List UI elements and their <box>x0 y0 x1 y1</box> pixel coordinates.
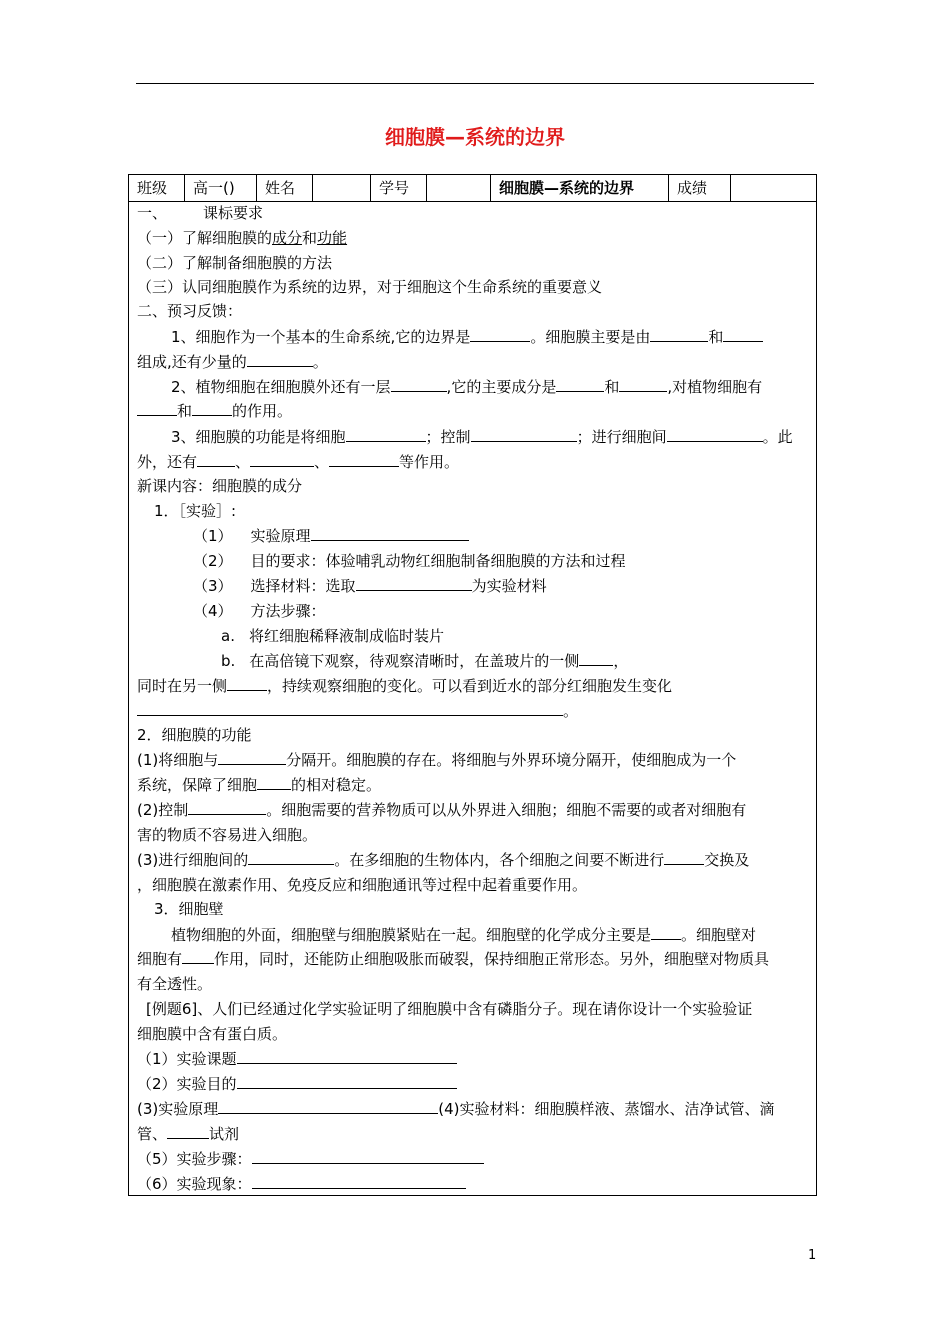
function-3-line-2: ，细胞膜在激素作用、免疫反应和细胞通讯等过程中起着重要作用。 <box>137 876 588 894</box>
question-2-line-2: 和 的作用。 <box>137 399 292 423</box>
blank[interactable] <box>650 325 708 342</box>
blank[interactable] <box>723 325 763 342</box>
page-number: 1 <box>808 1248 817 1263</box>
example-line-1: [例题6]、人们已经通过化学实验证明了细胞膜中含有磷脂分子。现在请你设计一个实验验证 <box>146 1000 753 1018</box>
requirement-3: （三）认同细胞膜作为系统的边界，对于细胞这个生命系统的重要意义 <box>137 278 603 296</box>
cell-wall-line-3: 有全透性。 <box>137 975 213 993</box>
section-1-heading: 一、 课标要求 <box>137 204 264 222</box>
experiment-item-1: （1） 实验原理 <box>193 524 469 548</box>
example-line-2: 细胞膜中含有蛋白质。 <box>137 1025 288 1043</box>
step-b-answer-line: 。 <box>137 699 578 723</box>
blank[interactable] <box>664 848 704 865</box>
blank[interactable] <box>197 450 235 467</box>
experiment-item-3: （3） 选择材料：选取 为实验材料 <box>193 574 547 598</box>
blank[interactable] <box>579 649 613 666</box>
function-1-line-1: (1)将细胞与 分隔开。细胞膜的存在。将细胞与外界环境分隔开，使细胞成为一个 <box>137 748 736 772</box>
experiment-purpose: （2）实验目的 <box>137 1072 457 1096</box>
blank[interactable] <box>311 524 469 541</box>
requirement-2: （二）了解制备细胞膜的方法 <box>137 254 333 272</box>
experiment-principle-materials: (3)实验原理 (4)实验材料：细胞膜样液、蒸馏水、洁净试管、滴 <box>137 1097 775 1121</box>
question-3-line-1: 3、细胞膜的功能是将细胞 ；控制 ；进行细胞间 。此 <box>171 425 793 449</box>
header-rule <box>136 83 814 84</box>
question-1-line-2: 组成,还有少量的 。 <box>137 350 328 374</box>
new-content-heading: 新课内容：细胞膜的成分 <box>137 477 303 495</box>
blank[interactable] <box>218 1097 438 1114</box>
cell-wall-line-2: 细胞有 作用，同时，还能防止细胞吸胀而破裂，保持细胞正常形态。另外，细胞壁对物质具 <box>137 947 769 971</box>
blank[interactable] <box>227 674 267 691</box>
function-2-line-1: (2)控制 。细胞需要的营养物质可以从外界进入细胞；细胞不需要的或者对细胞有 <box>137 798 746 822</box>
cell-wall-heading: 3．细胞壁 <box>154 900 224 918</box>
blank[interactable] <box>471 425 577 442</box>
question-1-line-1: 1、细胞作为一个基本的生命系统,它的边界是 。细胞膜主要是由 和 <box>171 325 763 349</box>
page-title: 细胞膜—系统的边界 <box>385 125 565 149</box>
class-value: 高一() <box>185 175 257 201</box>
experiment-materials-continued: 管、 试剂 <box>137 1122 239 1146</box>
blank[interactable] <box>137 399 177 416</box>
blank[interactable] <box>346 425 426 442</box>
blank[interactable] <box>250 450 314 467</box>
experiment-topic: （1）实验课题 <box>137 1047 457 1071</box>
step-a: a. 将红细胞稀释液制成临时装片 <box>221 627 444 645</box>
question-2-line-1: 2、植物细胞在细胞膜外还有一层 ,它的主要成分是 和 ,对植物细胞有 <box>171 375 762 399</box>
experiment-item-2: （2） 目的要求：体验哺乳动物红细胞制备细胞膜的方法和过程 <box>193 552 626 570</box>
experiment-heading: 1．［实验］: <box>154 502 237 520</box>
student-id-value[interactable] <box>427 175 491 201</box>
blank[interactable] <box>252 1172 466 1189</box>
blank[interactable] <box>356 574 472 591</box>
blank[interactable] <box>218 748 286 765</box>
blank[interactable] <box>167 1122 209 1139</box>
blank[interactable] <box>667 425 763 442</box>
function-3-line-1: (3)进行细胞间的 。在多细胞的生物体内，各个细胞之间要不断进行 交换及 <box>137 848 749 872</box>
cell-wall-line-1: 植物细胞的外面，细胞壁与细胞膜紧贴在一起。细胞壁的化学成分主要是 。细胞壁对 <box>171 923 756 947</box>
experiment-item-4: （4） 方法步骤： <box>193 602 326 620</box>
blank[interactable] <box>329 450 399 467</box>
class-label: 班级 <box>129 175 185 201</box>
student-id-label: 学号 <box>371 175 427 201</box>
name-label: 姓名 <box>257 175 313 201</box>
blank[interactable] <box>247 350 313 367</box>
experiment-phenomenon: （6）实验现象： <box>137 1172 466 1196</box>
blank[interactable] <box>188 798 266 815</box>
step-b: b. 在高倍镜下观察，待观察清晰时，在盖玻片的一侧 ， <box>221 649 628 673</box>
experiment-steps: （5）实验步骤： <box>137 1147 484 1171</box>
name-value[interactable] <box>313 175 371 201</box>
blank[interactable] <box>556 375 604 392</box>
blank[interactable] <box>470 325 530 342</box>
question-3-line-2: 外，还有 、 、 等作用。 <box>137 450 459 474</box>
blank[interactable] <box>619 375 667 392</box>
step-b-continued: 同时在另一侧 ，持续观察细胞的变化。可以看到近水的部分红细胞发生变化 <box>137 674 672 698</box>
blank[interactable] <box>137 699 563 716</box>
score-value[interactable] <box>731 175 817 201</box>
blank[interactable] <box>252 1147 484 1164</box>
blank[interactable] <box>248 848 334 865</box>
blank[interactable] <box>257 773 291 790</box>
blank[interactable] <box>391 375 447 392</box>
blank[interactable] <box>182 947 214 964</box>
header-row <box>129 175 816 202</box>
blank[interactable] <box>237 1072 457 1089</box>
blank[interactable] <box>192 399 232 416</box>
score-label: 成绩 <box>669 175 731 201</box>
section-2-heading: 二、预习反馈： <box>137 302 243 320</box>
requirement-1: （一）了解细胞膜的成分和功能 <box>137 229 348 247</box>
topic-cell: 细胞膜—系统的边界 <box>491 175 669 201</box>
function-1-line-2: 系统，保障了细胞 的相对稳定。 <box>137 773 381 797</box>
function-heading: 2．细胞膜的功能 <box>137 726 252 744</box>
function-2-line-2: 害的物质不容易进入细胞。 <box>137 826 318 844</box>
blank[interactable] <box>651 923 681 940</box>
blank[interactable] <box>237 1047 457 1064</box>
